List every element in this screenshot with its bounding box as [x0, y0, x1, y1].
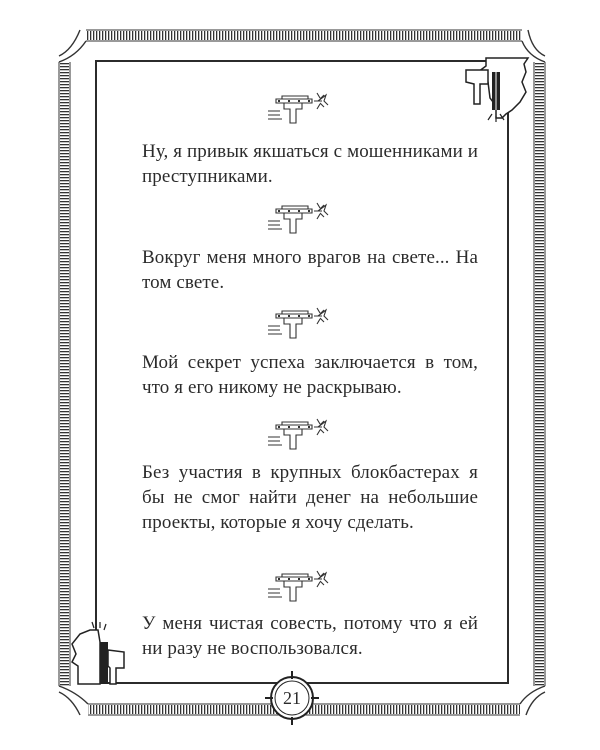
- gangster-silhouette-icon: [72, 622, 124, 684]
- pistol-icon: [262, 199, 332, 235]
- pistol-icon: [262, 89, 332, 125]
- gangster-silhouette-icon: [466, 58, 528, 122]
- quote-3: Мой секрет успеха заключается в том, что я его никому не раскрываю.: [142, 352, 478, 398]
- pistol-icon: [262, 415, 332, 451]
- quote-2: Вокруг меня много врагов на свете... На том свете.: [142, 247, 478, 293]
- quote-5: У меня чистая совесть, потому что я ей ни разу не воспользовался.: [142, 613, 478, 659]
- quote-4: Без участия в крупных блокбастерах я бы не смог найти денег на небольшие проекты, которые я хочу сделать.: [142, 462, 478, 533]
- pistol-icon: [262, 304, 332, 340]
- quote-1: Ну, я привык якшаться с мошенниками и преступниками.: [142, 141, 478, 187]
- page-number: 21: [283, 688, 301, 708]
- pistol-icon: [262, 567, 332, 603]
